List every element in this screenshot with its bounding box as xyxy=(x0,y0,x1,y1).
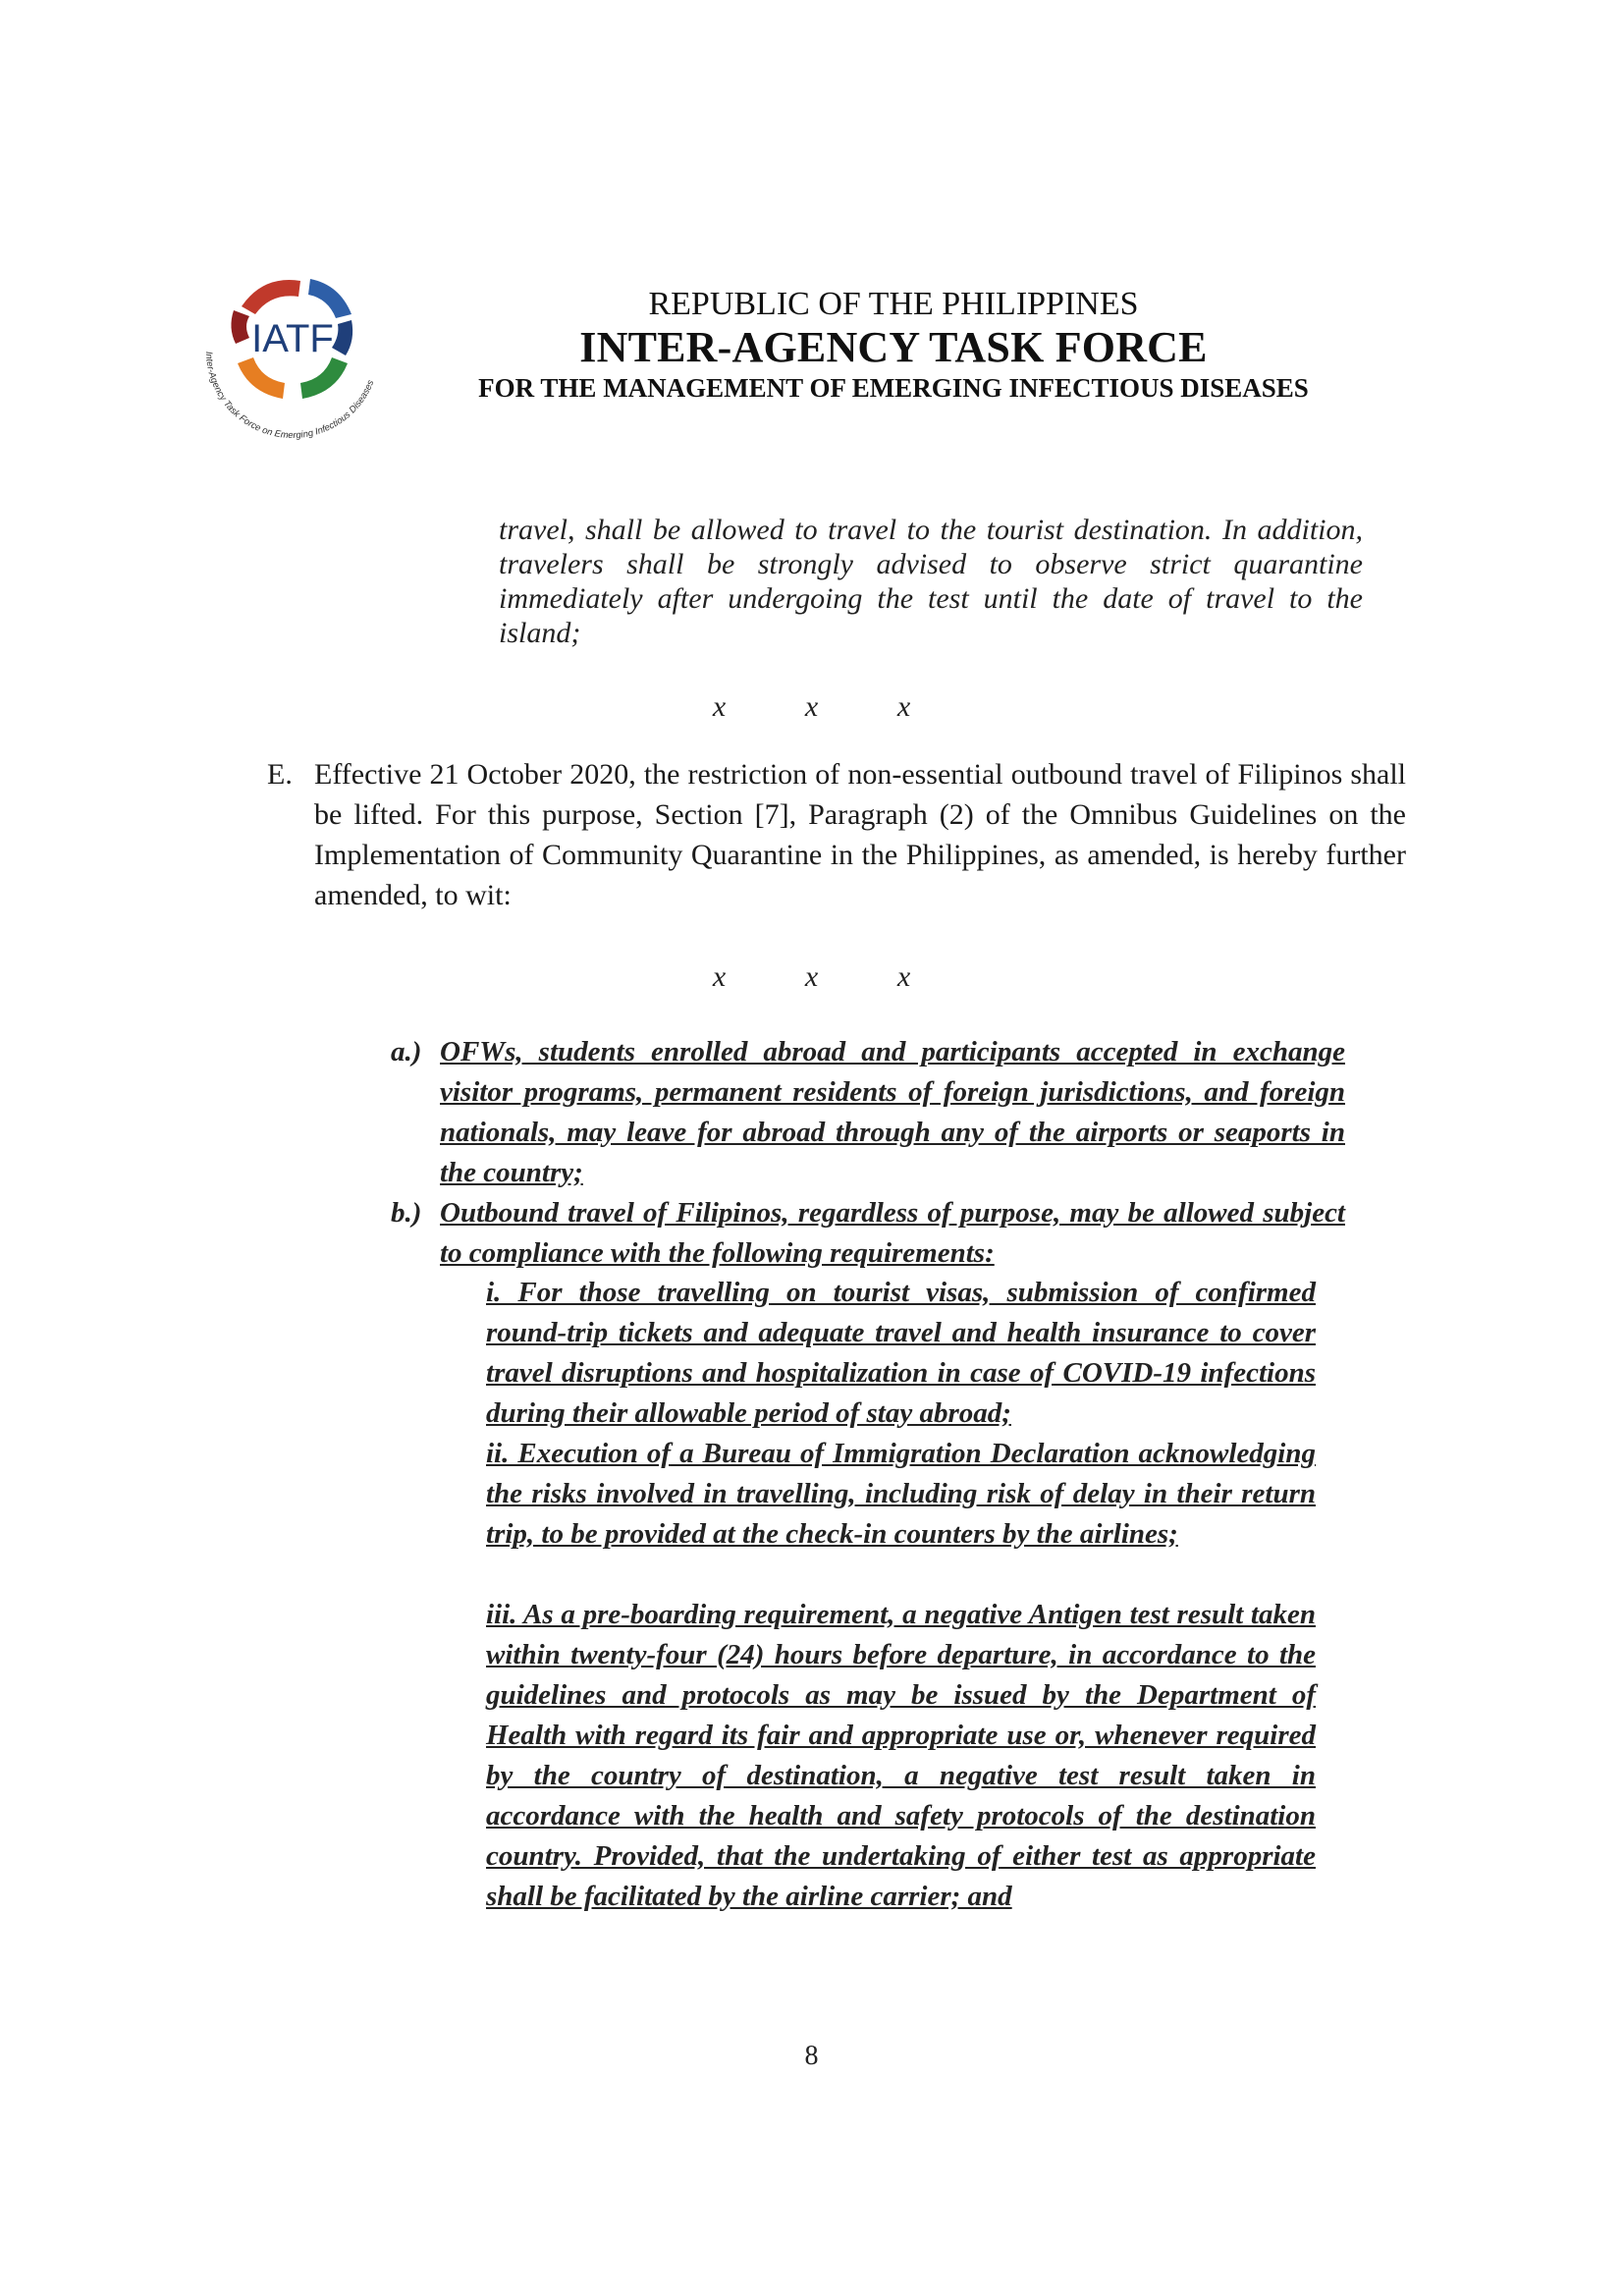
section-e-text: Effective 21 October 2020, the restriction of non-essential outbound travel of Filipinos shall be lifted. For this purpose, Section [7], Paragraph (2) of the Omnibus Guidelines on the Implementation of Community Quarantine in the Philippines, as amended, is hereby further amended, to wit: xyxy=(314,758,1406,911)
logo-ring-text: Inter-Agency Task Force on Emerging Infectious Diseases xyxy=(202,351,377,442)
requirement-iii: iii. As a pre-boarding requirement, a negative Antigen test result taken within twenty-four (24) hours before departure, in accordance to the guidelines and protocols as may be issued by the Department of Health with regard its fair and appropriate use or, whenever required by the country of destination, a negative test result taken in accordance with the health and safety protocols of the destination country. Provided, that the undertaking of either test as appropriate shall be facilitated by the airline carrier; and xyxy=(486,1599,1316,1912)
letterhead xyxy=(403,285,1384,405)
omission-x: x xyxy=(804,960,819,993)
omission-x: x xyxy=(896,690,911,723)
quoted-passage: travel, shall be allowed to travel to the tourist destination. In addition, travelers shall be strongly advised to observe strict quarantine immediately after undergoing the test until the date of travel to the island; xyxy=(499,514,1363,649)
omission-mark xyxy=(0,690,1623,724)
requirement-ii: ii. Execution of a Bureau of Immigration Declaration acknowledging the risks involved in travelling, including risk of delay in their return trip, to be provided at the check-in counters by the airlines; xyxy=(486,1438,1316,1550)
requirement-i: i. For those travelling on tourist visas, submission of confirmed round-trip tickets and adequate travel and health insurance to cover travel disruptions and hospitalization in case of COVID-19 infections during their allowable period of stay abroad; xyxy=(486,1277,1316,1429)
section-e xyxy=(267,754,1406,915)
letterhead-subtitle: FOR THE MANAGEMENT OF EMERGING INFECTIOUS DISEASES xyxy=(478,373,1309,403)
letterhead-republic: REPUBLIC OF THE PHILIPPINES xyxy=(648,286,1139,322)
omission-x: x xyxy=(804,690,819,723)
iatf-logo xyxy=(185,246,401,442)
omission-x: x xyxy=(712,690,727,723)
svg-text:Inter-Agency Task Force on Eme xyxy=(203,352,376,441)
omission-x: x xyxy=(712,960,727,993)
amendment-b-label: b.) xyxy=(391,1197,422,1229)
amendment-a-label: a.) xyxy=(391,1036,422,1067)
omission-x: x xyxy=(896,960,911,993)
letterhead-agency: INTER-AGENCY TASK FORCE xyxy=(579,323,1208,371)
logo-text: IATF xyxy=(251,317,334,360)
omission-mark xyxy=(0,960,1623,994)
section-e-label: E. xyxy=(267,758,293,791)
amendment-a-text: OFWs, students enrolled abroad and participants accepted in exchange visitor programs, permanent residents of foreign jurisdictions, and foreign nationals, may leave for abroad through any of the airports or seaports in the country; xyxy=(440,1036,1345,1188)
page-number: 8 xyxy=(804,2041,819,2071)
amendment-b-text: Outbound travel of Filipinos, regardless of purpose, may be allowed subject to compliance with the following requirements: xyxy=(440,1197,1345,1269)
